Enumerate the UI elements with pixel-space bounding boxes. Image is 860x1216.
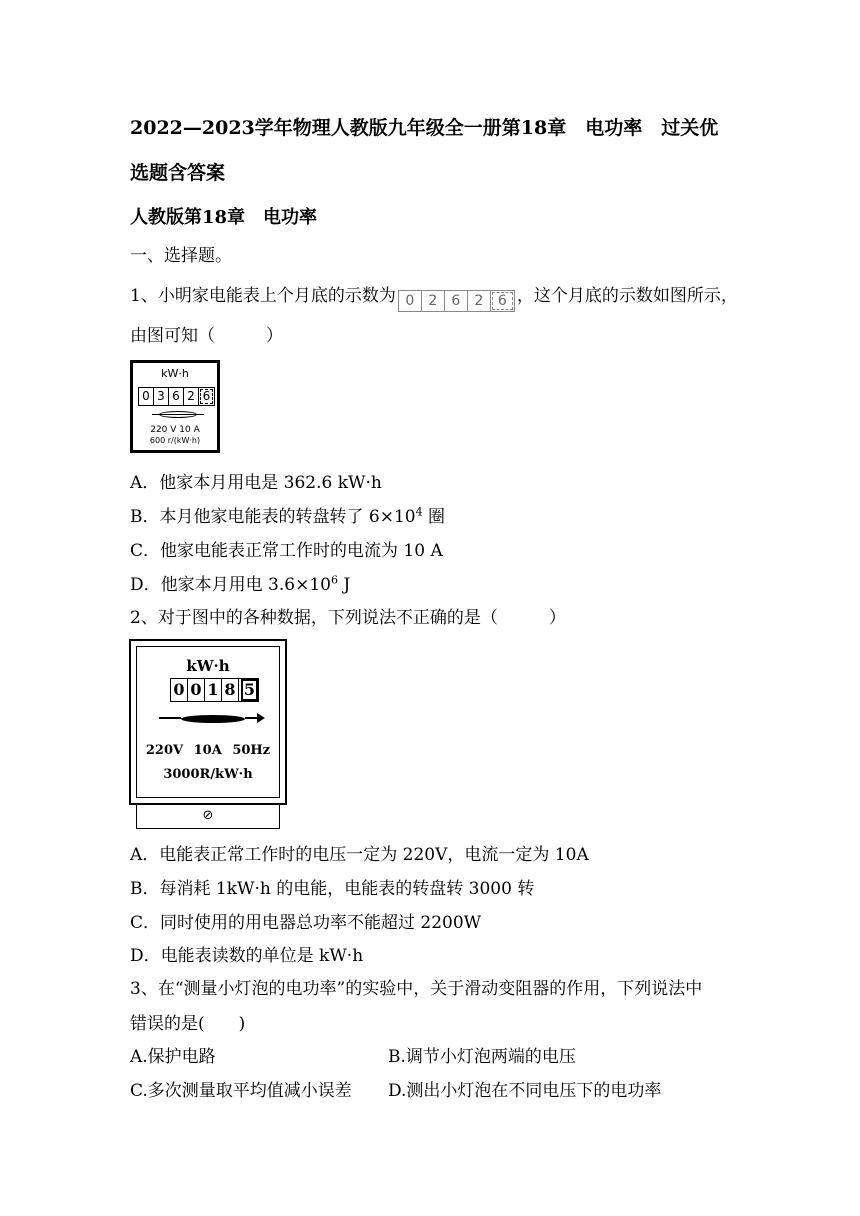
- prev-reading-digits: [398, 290, 515, 312]
- meter-disc-icon: [181, 715, 245, 723]
- digit: 0: [399, 291, 422, 311]
- meter-figure-2: [129, 639, 287, 805]
- digit: 0: [188, 679, 205, 701]
- digit: 0: [171, 679, 188, 701]
- q1-text-after: ，这个月底的示数如图所示，: [516, 286, 738, 306]
- q1-option-b-suffix: 圈: [422, 507, 445, 527]
- meter-spec-rating: 220 V 10 A: [150, 425, 200, 435]
- q3-option-b: B.调节小灯泡两端的电压: [388, 1047, 576, 1067]
- digit: 2: [422, 291, 445, 311]
- meter-spec-rating: 220V 10A 50Hz: [145, 743, 271, 758]
- q3-stem-line1: 3、在“测量小灯泡的电功率”的实验中，关于滑动变阻器的作用，下列说法中: [130, 979, 703, 999]
- digit: 2: [184, 388, 199, 405]
- meter-spec-revolutions: 3000R/kW·h: [163, 767, 253, 782]
- doc-title-line2: 选题含答案: [130, 162, 226, 184]
- digit: 2: [468, 291, 491, 311]
- digit: 1: [205, 679, 222, 701]
- chapter-heading: 人教版第18章 电功率: [130, 207, 318, 228]
- q1-option-c: C．他家电能表正常工作时的电流为 10 A: [130, 541, 443, 561]
- q1-option-b: [130, 507, 445, 527]
- q1-option-d-suffix: J: [337, 575, 351, 595]
- digit: 8: [222, 679, 239, 701]
- meter-digits: [138, 387, 215, 406]
- q1-option-a: A．他家本月用电是 362.6 kW·h: [130, 473, 382, 493]
- q1-stem-line2: 由图可知（ ）: [130, 326, 283, 346]
- meter-figure-1: [130, 360, 220, 453]
- arrow-head-icon: [245, 717, 259, 719]
- meter-spec-revolutions: 600 r/(kW·h): [149, 436, 201, 445]
- meter-disc-icon: [159, 411, 197, 418]
- meter-unit: kW·h: [161, 367, 189, 380]
- q1-option-d-text: D．他家本月用电 3.6×10: [130, 575, 331, 595]
- digit: 0: [139, 388, 154, 405]
- meter-base-terminal: ⊘: [136, 805, 280, 829]
- q2-option-b: B．每消耗 1kW·h 的电能，电能表的转盘转 3000 转: [130, 879, 535, 899]
- q3-stem-line2: 错误的是( ): [130, 1014, 246, 1034]
- arrow-tail-icon: [159, 717, 181, 719]
- q2-option-d: D．电能表读数的单位是 kW·h: [130, 946, 364, 966]
- q3-option-d: D.测出小灯泡在不同电压下的电功率: [388, 1081, 662, 1101]
- q1-option-b-text: B．本月他家电能表的转盘转了 6×10: [130, 507, 416, 527]
- q1-option-d: [130, 575, 350, 595]
- digit: 6: [445, 291, 468, 311]
- q1-option-b-exponent: 4: [415, 505, 423, 519]
- q1-stem: [130, 286, 738, 312]
- doc-title-line1: 2022—2023学年物理人教版九年级全一册第18章 电功率 过关优: [130, 117, 719, 139]
- q1-option-d-exponent: 6: [330, 573, 338, 587]
- digit: 3: [154, 388, 169, 405]
- q2-stem: 2、对于图中的各种数据，下列说法不正确的是（ ）: [130, 608, 566, 628]
- q1-text-before: 1、小明家电能表上个月底的示数为: [130, 286, 396, 306]
- q3-option-a: A.保护电路: [130, 1047, 216, 1067]
- digit: 6: [200, 389, 213, 404]
- section-heading: 一、选择题。: [130, 246, 232, 266]
- digit: 6: [169, 388, 184, 405]
- meter-unit: kW·h: [186, 657, 230, 675]
- digit: 6: [492, 292, 513, 310]
- q3-option-c: C.多次测量取平均值减小误差: [130, 1081, 352, 1101]
- digit: 5: [241, 679, 258, 701]
- q2-option-c: C．同时使用的用电器总功率不能超过 2200W: [130, 913, 482, 933]
- meter-face: [136, 646, 280, 798]
- q2-option-a: A．电能表正常工作时的电压一定为 220V，电流一定为 10A: [130, 845, 589, 865]
- meter-digits: [170, 678, 259, 702]
